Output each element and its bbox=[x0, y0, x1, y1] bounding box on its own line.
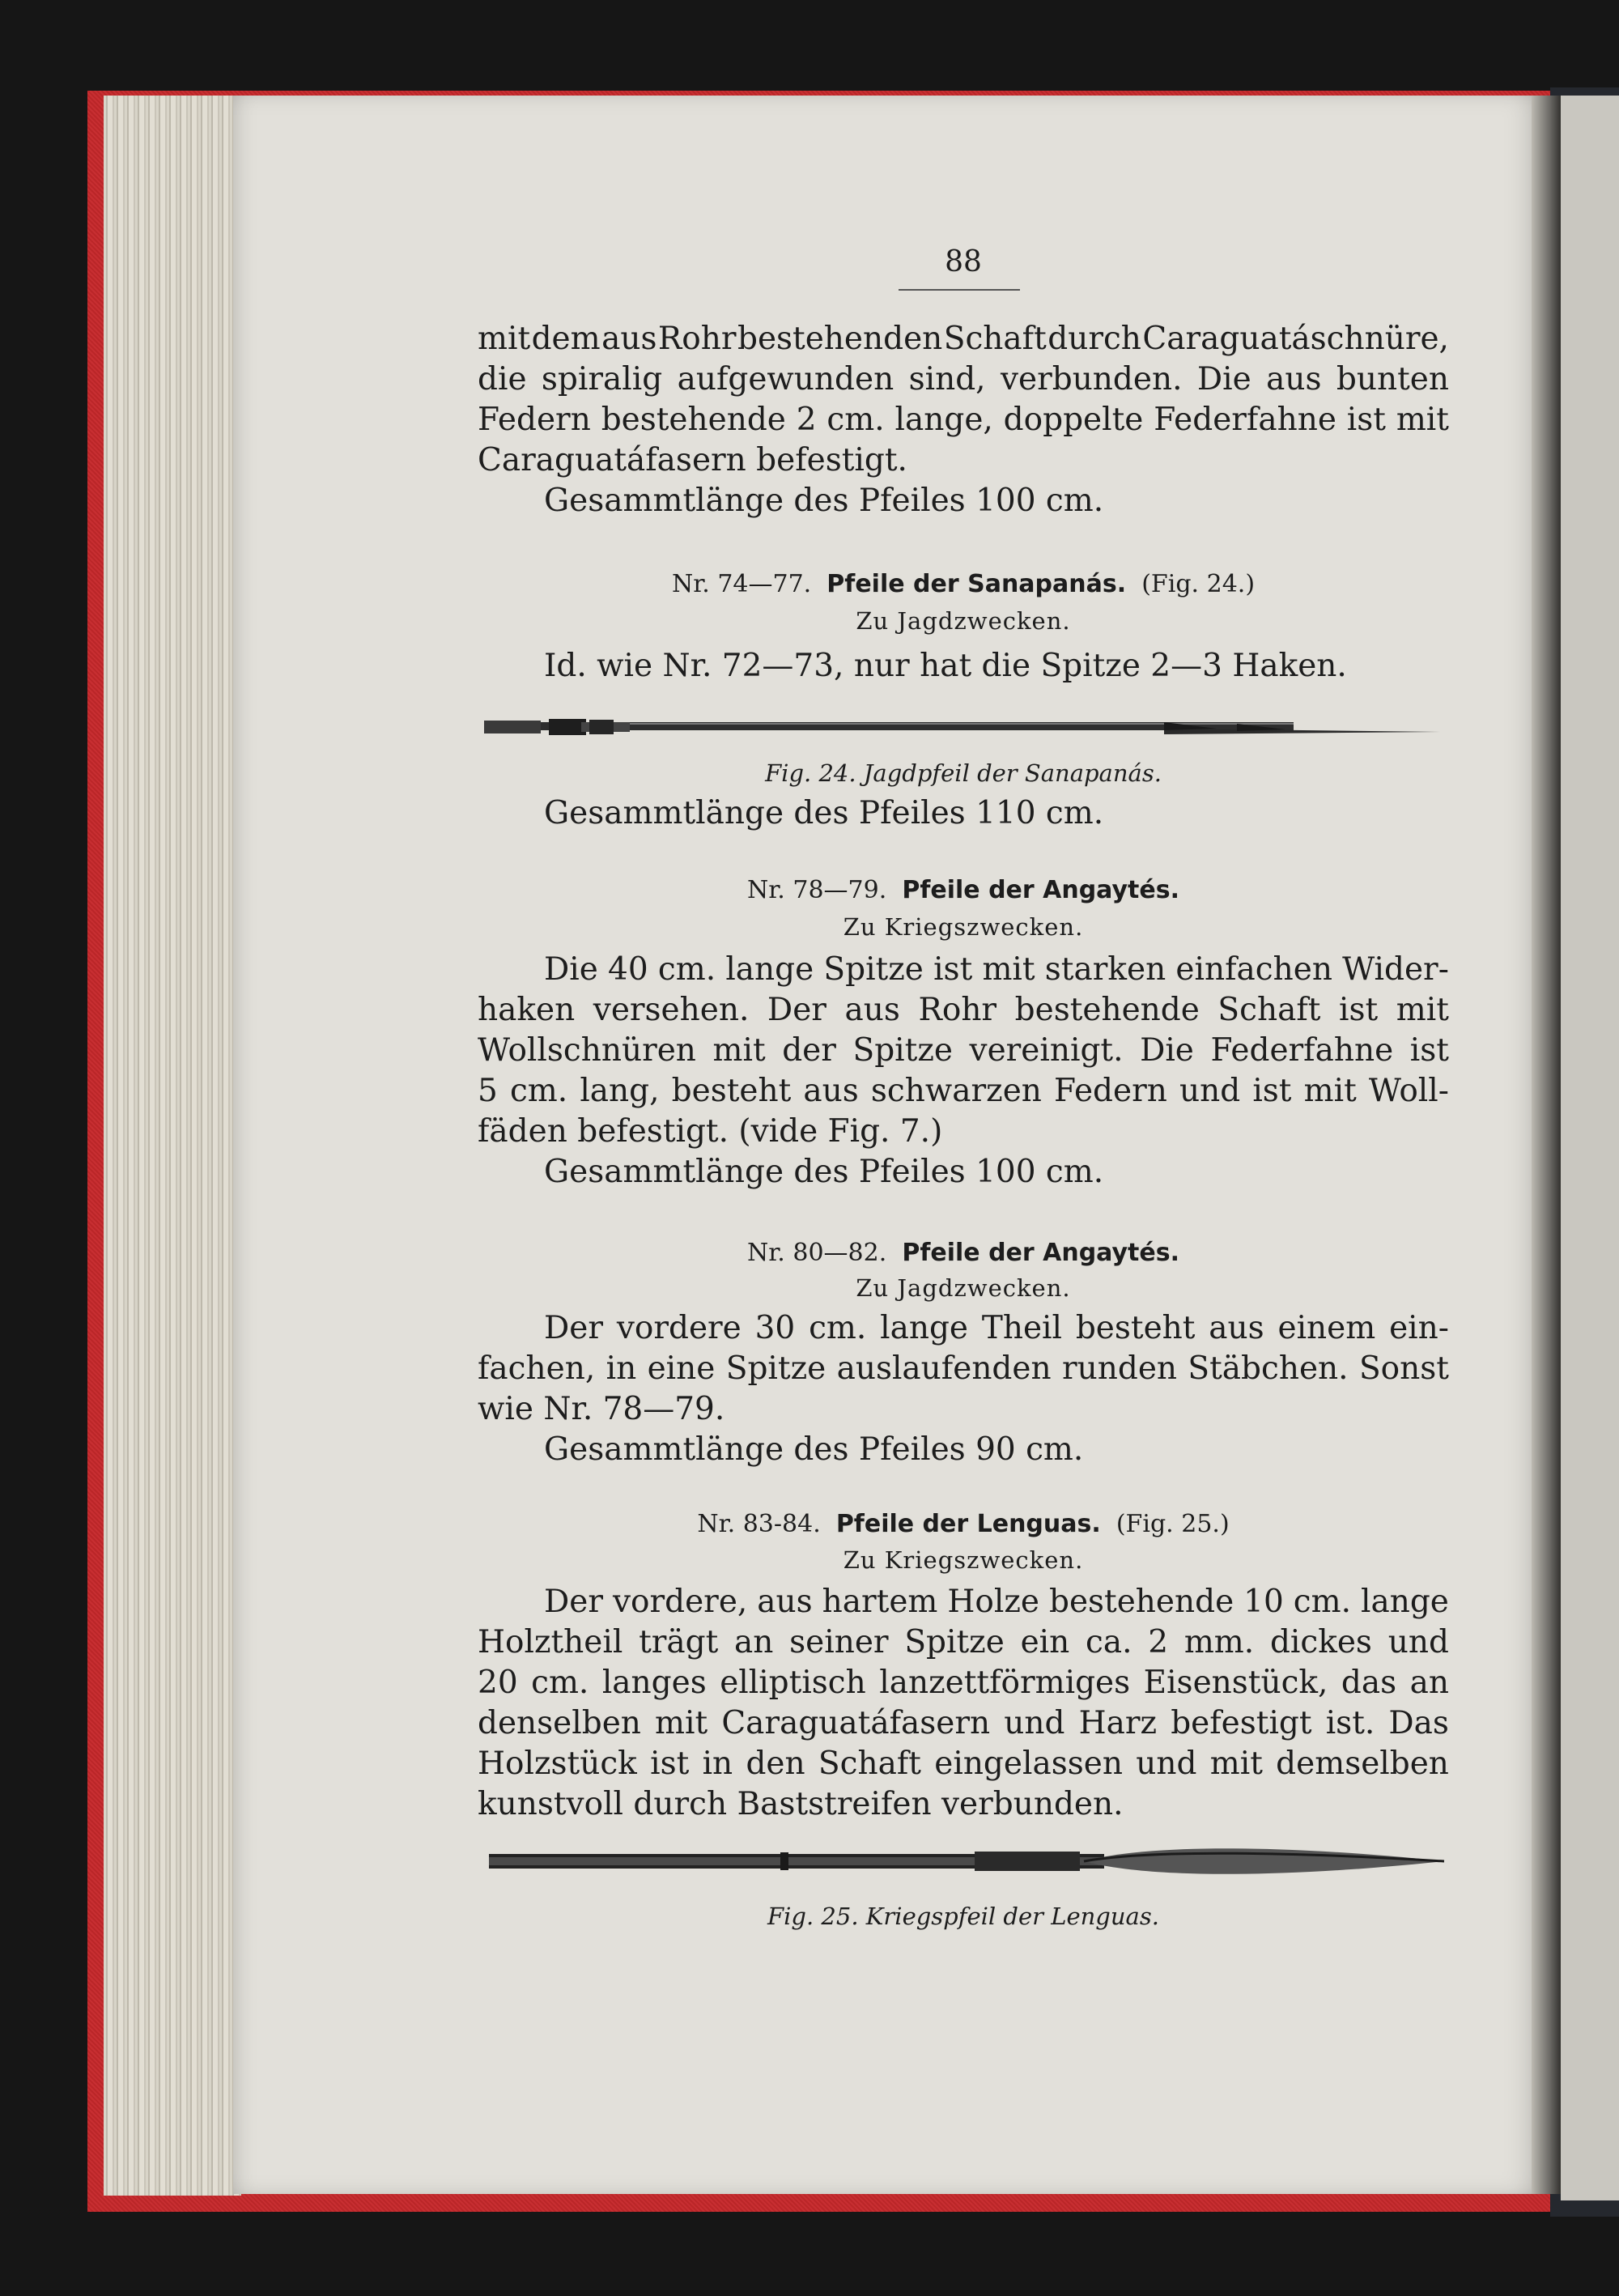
body-line: denselben mit Caraguatáfasern und Harz befestigt ist. Das bbox=[478, 1705, 1449, 1741]
heading-title: Pfeile der Angaytés. bbox=[902, 1239, 1179, 1267]
body-line: haken versehen. Der aus Rohr bestehende Schaft ist mit bbox=[478, 992, 1449, 1028]
figure-25-caption: Fig. 25. Kriegspfeil der Lenguas. bbox=[767, 1903, 1159, 1930]
body-line: Die 40 cm. lange Spitze ist mit starken einfachen Wider- bbox=[544, 951, 1449, 988]
heading-number: Nr. 74—77. bbox=[671, 570, 812, 598]
body-line: 5 cm. lang, besteht aus schwarzen Federn und ist mit Woll- bbox=[478, 1073, 1449, 1109]
body-line: Federn bestehende 2 cm. lange, doppelte Federfahne ist mit bbox=[478, 402, 1449, 438]
body-line: Der vordere 30 cm. lange Theil besteht aus einem ein- bbox=[544, 1310, 1449, 1346]
section-heading-80 bbox=[478, 1239, 1449, 1267]
heading-title: Pfeile der Sanapanás. bbox=[826, 570, 1127, 598]
body-line: wie Nr. 78—79. bbox=[478, 1391, 725, 1427]
body-line: fachen, in eine Spitze auslaufenden runden Stäbchen. Sonst bbox=[478, 1350, 1449, 1387]
section-purpose: Zu Kriegszwecken. bbox=[843, 1546, 1084, 1574]
heading-number: Nr. 80—82. bbox=[746, 1239, 887, 1267]
body-line: Id. wie Nr. 72—73, nur hat die Spitze 2—3 Haken. bbox=[544, 648, 1347, 684]
section-heading-83 bbox=[478, 1510, 1449, 1538]
heading-figure-ref: (Fig. 25.) bbox=[1115, 1510, 1230, 1538]
total-length-line: Gesammtlänge des Pfeiles 100 cm. bbox=[544, 1154, 1104, 1190]
page-number-rule bbox=[899, 289, 1020, 291]
body-line: Caraguatáfasern befestigt. bbox=[478, 442, 907, 478]
body-line: 20 cm. langes elliptisch lanzettförmiges Eisenstück, das an bbox=[478, 1665, 1449, 1701]
total-length-line: Gesammtlänge des Pfeiles 90 cm. bbox=[544, 1431, 1084, 1468]
body-line: kunstvoll durch Baststreifen verbunden. bbox=[478, 1786, 1124, 1822]
body-line: Holzstück ist in den Schaft eingelassen und mit demselben bbox=[478, 1745, 1449, 1782]
figure-25-arrow-illustration bbox=[489, 1838, 1452, 1886]
section-heading-74 bbox=[478, 570, 1449, 598]
section-purpose: Zu Kriegszwecken. bbox=[843, 913, 1084, 941]
total-length-line: Gesammtlänge des Pfeiles 100 cm. bbox=[544, 483, 1104, 519]
page-stack-edges bbox=[104, 96, 241, 2196]
heading-title: Pfeile der Lenguas. bbox=[835, 1510, 1101, 1538]
total-length-line: Gesammtlänge des Pfeiles 110 cm. bbox=[544, 795, 1104, 831]
section-purpose: Zu Jagdzwecken. bbox=[856, 607, 1071, 635]
page-number: 88 bbox=[945, 245, 982, 278]
body-line: fäden befestigt. (vide Fig. 7.) bbox=[478, 1113, 943, 1150]
body-line: Wollschnüren mit der Spitze vereinigt. Die Federfahne ist bbox=[478, 1032, 1449, 1069]
body-line: Holztheil trägt an seiner Spitze ein ca. 2 mm. dickes und bbox=[478, 1624, 1449, 1660]
section-purpose: Zu Jagdzwecken. bbox=[856, 1274, 1071, 1302]
body-line: Der vordere, aus hartem Holze bestehende 10 cm. lange bbox=[544, 1584, 1449, 1620]
page-gutter bbox=[1532, 96, 1561, 2194]
body-line: mit dem aus Rohr bestehenden Schaft durch Caraguatáschnüre, bbox=[478, 321, 1449, 357]
figure-24-arrow-illustration bbox=[484, 704, 1447, 745]
facing-page-edge bbox=[1561, 96, 1619, 2200]
heading-figure-ref: (Fig. 24.) bbox=[1141, 570, 1256, 598]
figure-24-caption: Fig. 24. Jagdpfeil der Sanapanás. bbox=[765, 759, 1162, 787]
heading-number: Nr. 78—79. bbox=[746, 876, 887, 904]
heading-title: Pfeile der Angaytés. bbox=[902, 876, 1179, 904]
section-heading-78 bbox=[478, 876, 1449, 904]
heading-number: Nr. 83-84. bbox=[697, 1510, 821, 1538]
body-line: die spiralig aufgewunden sind, verbunden. Die aus bunten bbox=[478, 361, 1449, 398]
